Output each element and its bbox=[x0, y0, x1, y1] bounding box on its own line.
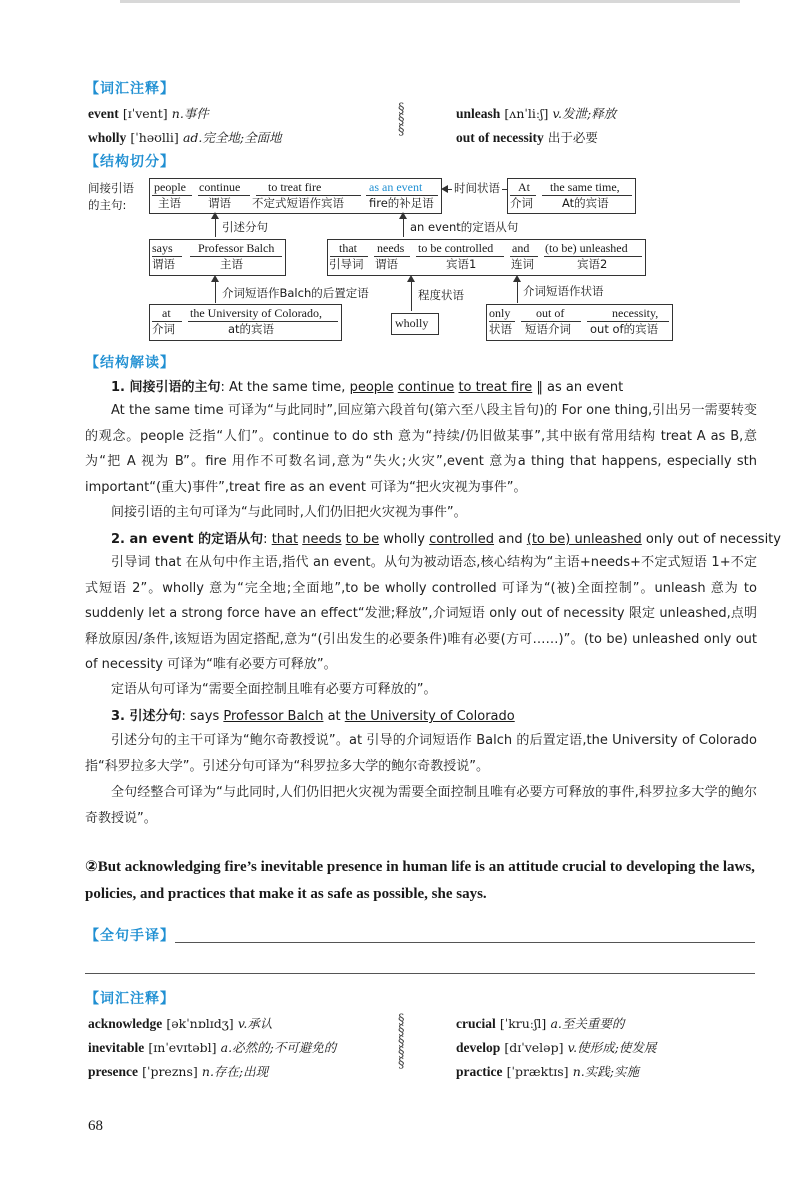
sentence-part: to be bbox=[345, 532, 380, 547]
diagram-word: to be controlled bbox=[418, 241, 494, 255]
vocab-phonetic: [ˈhəʊlli] bbox=[130, 130, 179, 145]
diagram-role: 宾语1 bbox=[446, 257, 477, 271]
diagram-role: At的宾语 bbox=[562, 196, 609, 210]
diagram-role: 谓语 bbox=[208, 196, 231, 210]
vocab-item bbox=[456, 1038, 656, 1056]
sentence-part: and bbox=[494, 532, 527, 547]
diagram-role: 状语 bbox=[489, 322, 512, 336]
diagram-word: Professor Balch bbox=[198, 241, 275, 255]
diagram-word: people bbox=[154, 180, 186, 194]
sentence-part: At the same time, bbox=[229, 380, 350, 395]
arrow bbox=[211, 275, 219, 282]
arrow bbox=[399, 212, 407, 219]
diagram-word: as an event bbox=[369, 180, 423, 194]
diagram-word: necessity, bbox=[612, 306, 659, 320]
sentence-part: people bbox=[349, 380, 394, 395]
analysis-label: 1. 间接引语的主句 bbox=[111, 380, 221, 395]
arrow bbox=[513, 275, 521, 282]
diagram-role: at的宾语 bbox=[228, 322, 275, 336]
arrow bbox=[407, 275, 415, 282]
vocab-def: n.事件 bbox=[171, 106, 209, 121]
sentence-number: ② bbox=[85, 857, 98, 875]
vocab-def: n.存在;出现 bbox=[201, 1064, 269, 1079]
analysis-label: 2. an event 的定语从句 bbox=[111, 532, 264, 547]
vocab-word: presence bbox=[88, 1064, 138, 1079]
squiggle-divider: § § § § § bbox=[398, 1012, 405, 1071]
sentence-part: the University of Colorado bbox=[344, 709, 515, 724]
vocab-word: acknowledge bbox=[88, 1016, 163, 1031]
sentence-part: that bbox=[271, 532, 299, 547]
vocab-item bbox=[456, 104, 616, 122]
vocab-def: v.使形成;使发展 bbox=[567, 1040, 657, 1055]
vocab-phonetic: [ˈprezns] bbox=[142, 1064, 198, 1079]
vocab-phonetic: [ɪˈvent] bbox=[122, 106, 168, 121]
diagram-role: 程度状语 bbox=[418, 288, 464, 302]
diagram-role: 主语 bbox=[220, 257, 243, 271]
analysis-heading-2 bbox=[111, 528, 781, 547]
analysis-label: 3. 引述分句 bbox=[111, 709, 182, 724]
vocab-def: v.发泄;释放 bbox=[552, 106, 617, 121]
translation-line[interactable] bbox=[175, 942, 755, 943]
diagram-word: wholly bbox=[395, 316, 429, 330]
diagram-word: says bbox=[152, 241, 173, 255]
diagram-word: to treat fire bbox=[268, 180, 322, 194]
sentence-part: only out of necessity bbox=[641, 532, 781, 547]
diagram-word: (to be) unleashed bbox=[545, 241, 628, 255]
diagram-main-label: 的主句: bbox=[88, 198, 127, 212]
analysis-paragraph: At the same time 可译为“与此同时”,回应第六段首句(第六至八段主旨句)的 For one thing,引出另一需要转变的观念。people 泛指“人们”。continue to do sth 意为“持续/仍旧做某事”,其中嵌有常用结构 treat A as B,意为“把 A 视为 B”。fire 用作不可数名词,意为“失火;火灾”,event 意为a thing that happens, especially sth important“(重大)事件”,treat fire as an event 可译为“把火灾视为事件”。 bbox=[85, 403, 757, 495]
vocab-item bbox=[88, 1062, 268, 1080]
diagram-role: out of的宾语 bbox=[590, 322, 659, 336]
vocab-item bbox=[88, 1014, 272, 1032]
analysis-paragraph: 全句经整合可译为“与此同时,人们仍旧把火灾视为需要全面控制且唯有必要方可释放的事件,科罗拉多大学的鲍尔奇教授说”。 bbox=[85, 785, 757, 826]
connector bbox=[215, 281, 216, 303]
squiggle-divider: § § § bbox=[398, 101, 405, 138]
diagram-role: 介词短语作状语 bbox=[523, 284, 604, 298]
analysis-paragraph: 引导词 that 在从句中作主语,指代 an event。从句为被动语态,核心结构为“主语+needs+不定式短语 1+不定式短语 2”。wholly 意为“完全地;全面地”,to be wholly controlled 可译为“(被)全面控制”。unleash 意为 to suddenly let a strong force have an effect“发泄;释放”,介词短语 only out of necessity 限定 unleashed,点明释放原因/条件,该短语为固定搭配,意为“(引出发生的必要条件)唯有必要(方可……)”。(to be) unleashed only out of necessity 可译为“唯有必要方可释放”。 bbox=[85, 555, 757, 672]
sentence-part: ‖ as an event bbox=[532, 380, 624, 395]
diagram-role: 宾语2 bbox=[577, 257, 608, 271]
vocab-def: ad.完全地;全面地 bbox=[182, 130, 282, 145]
analysis-heading-3 bbox=[111, 705, 515, 724]
vocab-item bbox=[88, 1038, 336, 1056]
diagram-role: 主语 bbox=[158, 196, 181, 210]
diagram-role: 介词 bbox=[510, 196, 533, 210]
vocab-def: a.至关重要的 bbox=[550, 1016, 625, 1031]
vocab-word: unleash bbox=[456, 106, 501, 121]
diagram-word: At bbox=[518, 180, 530, 194]
diagram-word: the same time, bbox=[550, 180, 620, 194]
connector bbox=[403, 218, 404, 237]
vocab-def: n.实践;实施 bbox=[572, 1064, 639, 1079]
analysis-heading-1 bbox=[111, 376, 623, 395]
vocab-phonetic: [əkˈnɒlɪdʒ] bbox=[166, 1016, 234, 1031]
translation-line[interactable] bbox=[85, 973, 755, 974]
sentence-2 bbox=[85, 853, 765, 908]
diagram-word: that bbox=[339, 241, 357, 255]
vocab-item bbox=[456, 128, 598, 146]
vocab-item bbox=[456, 1062, 639, 1080]
vocab-heading-2: 【词汇注释】 bbox=[85, 991, 175, 1007]
diagram-role: 介词短语作Balch的后置定语 bbox=[222, 286, 369, 300]
colon: : bbox=[263, 532, 272, 547]
diagram-word: and bbox=[512, 241, 530, 255]
top-rule bbox=[120, 0, 740, 3]
diagram-word: needs bbox=[377, 241, 405, 255]
sentence-part: continue bbox=[397, 380, 455, 395]
diagram-role: 短语介词 bbox=[525, 322, 571, 336]
diagram-word: out of bbox=[536, 306, 565, 320]
full-translation-heading: 【全句手译】 bbox=[85, 928, 175, 944]
vocab-def: a.必然的;不可避免的 bbox=[220, 1040, 337, 1055]
sentence-part: Professor Balch bbox=[223, 709, 324, 724]
structure-split-heading: 【结构切分】 bbox=[85, 154, 175, 170]
diagram-role: 时间状语 bbox=[454, 181, 500, 195]
vocab-phonetic: [ʌnˈliːʃ] bbox=[504, 106, 549, 121]
diagram-role: fire的补足语 bbox=[369, 196, 434, 210]
connector bbox=[517, 281, 518, 303]
diagram-role: 介词 bbox=[152, 322, 175, 336]
vocab-phonetic: [dɪˈveləp] bbox=[504, 1040, 564, 1055]
diagram-main-label: 间接引语 bbox=[88, 181, 134, 195]
sentence-part: says bbox=[190, 709, 224, 724]
connector bbox=[411, 281, 412, 311]
diagram-role: an event的定语从句 bbox=[410, 220, 519, 234]
arrow bbox=[211, 212, 219, 219]
connector bbox=[215, 218, 216, 237]
diagram-word: at bbox=[162, 306, 171, 320]
vocab-phonetic: [ˈpræktɪs] bbox=[506, 1064, 569, 1079]
vocab-phonetic: [ˈkruːʃl] bbox=[499, 1016, 547, 1031]
vocab-word: practice bbox=[456, 1064, 503, 1079]
diagram-role: 连词 bbox=[511, 257, 534, 271]
sentence-text: But acknowledging fire’s inevitable presence in human life is an attitude crucial to developing the laws, policies, and practices that make it as safe as possible, she says. bbox=[85, 859, 755, 902]
sentence-part: at bbox=[323, 709, 345, 724]
vocab-heading: 【词汇注释】 bbox=[85, 81, 175, 97]
diagram-role: 引述分句 bbox=[222, 220, 268, 234]
vocab-item bbox=[88, 128, 282, 146]
sentence-part: (to be) unleashed bbox=[526, 532, 642, 547]
sentence-part: wholly bbox=[379, 532, 430, 547]
colon: : bbox=[220, 380, 230, 395]
structure-read-heading: 【结构解读】 bbox=[85, 355, 175, 371]
vocab-word: inevitable bbox=[88, 1040, 145, 1055]
vocab-phonetic: [ɪnˈevɪtəbl] bbox=[148, 1040, 217, 1055]
vocab-def: 出于必要 bbox=[547, 130, 598, 145]
analysis-paragraph: 间接引语的主句可译为“与此同时,人们仍旧把火灾视为事件”。 bbox=[111, 505, 467, 520]
vocab-word: event bbox=[88, 106, 119, 121]
vocab-word: develop bbox=[456, 1040, 501, 1055]
vocab-item bbox=[456, 1014, 624, 1032]
analysis-paragraph: 引述分句的主干可译为“鲍尔奇教授说”。at 引导的介词短语作 Balch 的后置定语,the University of Colorado 指“科罗拉多大学”。引述分句可译为“科罗拉多大学的鲍尔奇教授说”。 bbox=[85, 733, 757, 774]
vocab-word: out of necessity bbox=[456, 130, 544, 145]
colon: : bbox=[181, 709, 191, 724]
vocab-def: v.承认 bbox=[237, 1016, 273, 1031]
sentence-part: controlled bbox=[429, 532, 495, 547]
diagram-word: only bbox=[489, 306, 511, 320]
vocab-item bbox=[88, 104, 209, 122]
diagram-role: 引导词 bbox=[329, 257, 364, 271]
vocab-word: crucial bbox=[456, 1016, 496, 1031]
analysis-paragraph: 定语从句可译为“需要全面控制且唯有必要方可释放的”。 bbox=[111, 682, 437, 697]
vocab-word: wholly bbox=[88, 130, 127, 145]
sentence-part: needs bbox=[302, 532, 342, 547]
diagram-word: continue bbox=[199, 180, 241, 194]
sentence-part: to treat fire bbox=[458, 380, 533, 395]
diagram-role: 谓语 bbox=[375, 257, 398, 271]
diagram-word: the University of Colorado, bbox=[190, 306, 322, 320]
diagram-role: 谓语 bbox=[152, 257, 175, 271]
page-number: 68 bbox=[88, 1118, 103, 1134]
diagram-role: 不定式短语作宾语 bbox=[252, 196, 344, 210]
